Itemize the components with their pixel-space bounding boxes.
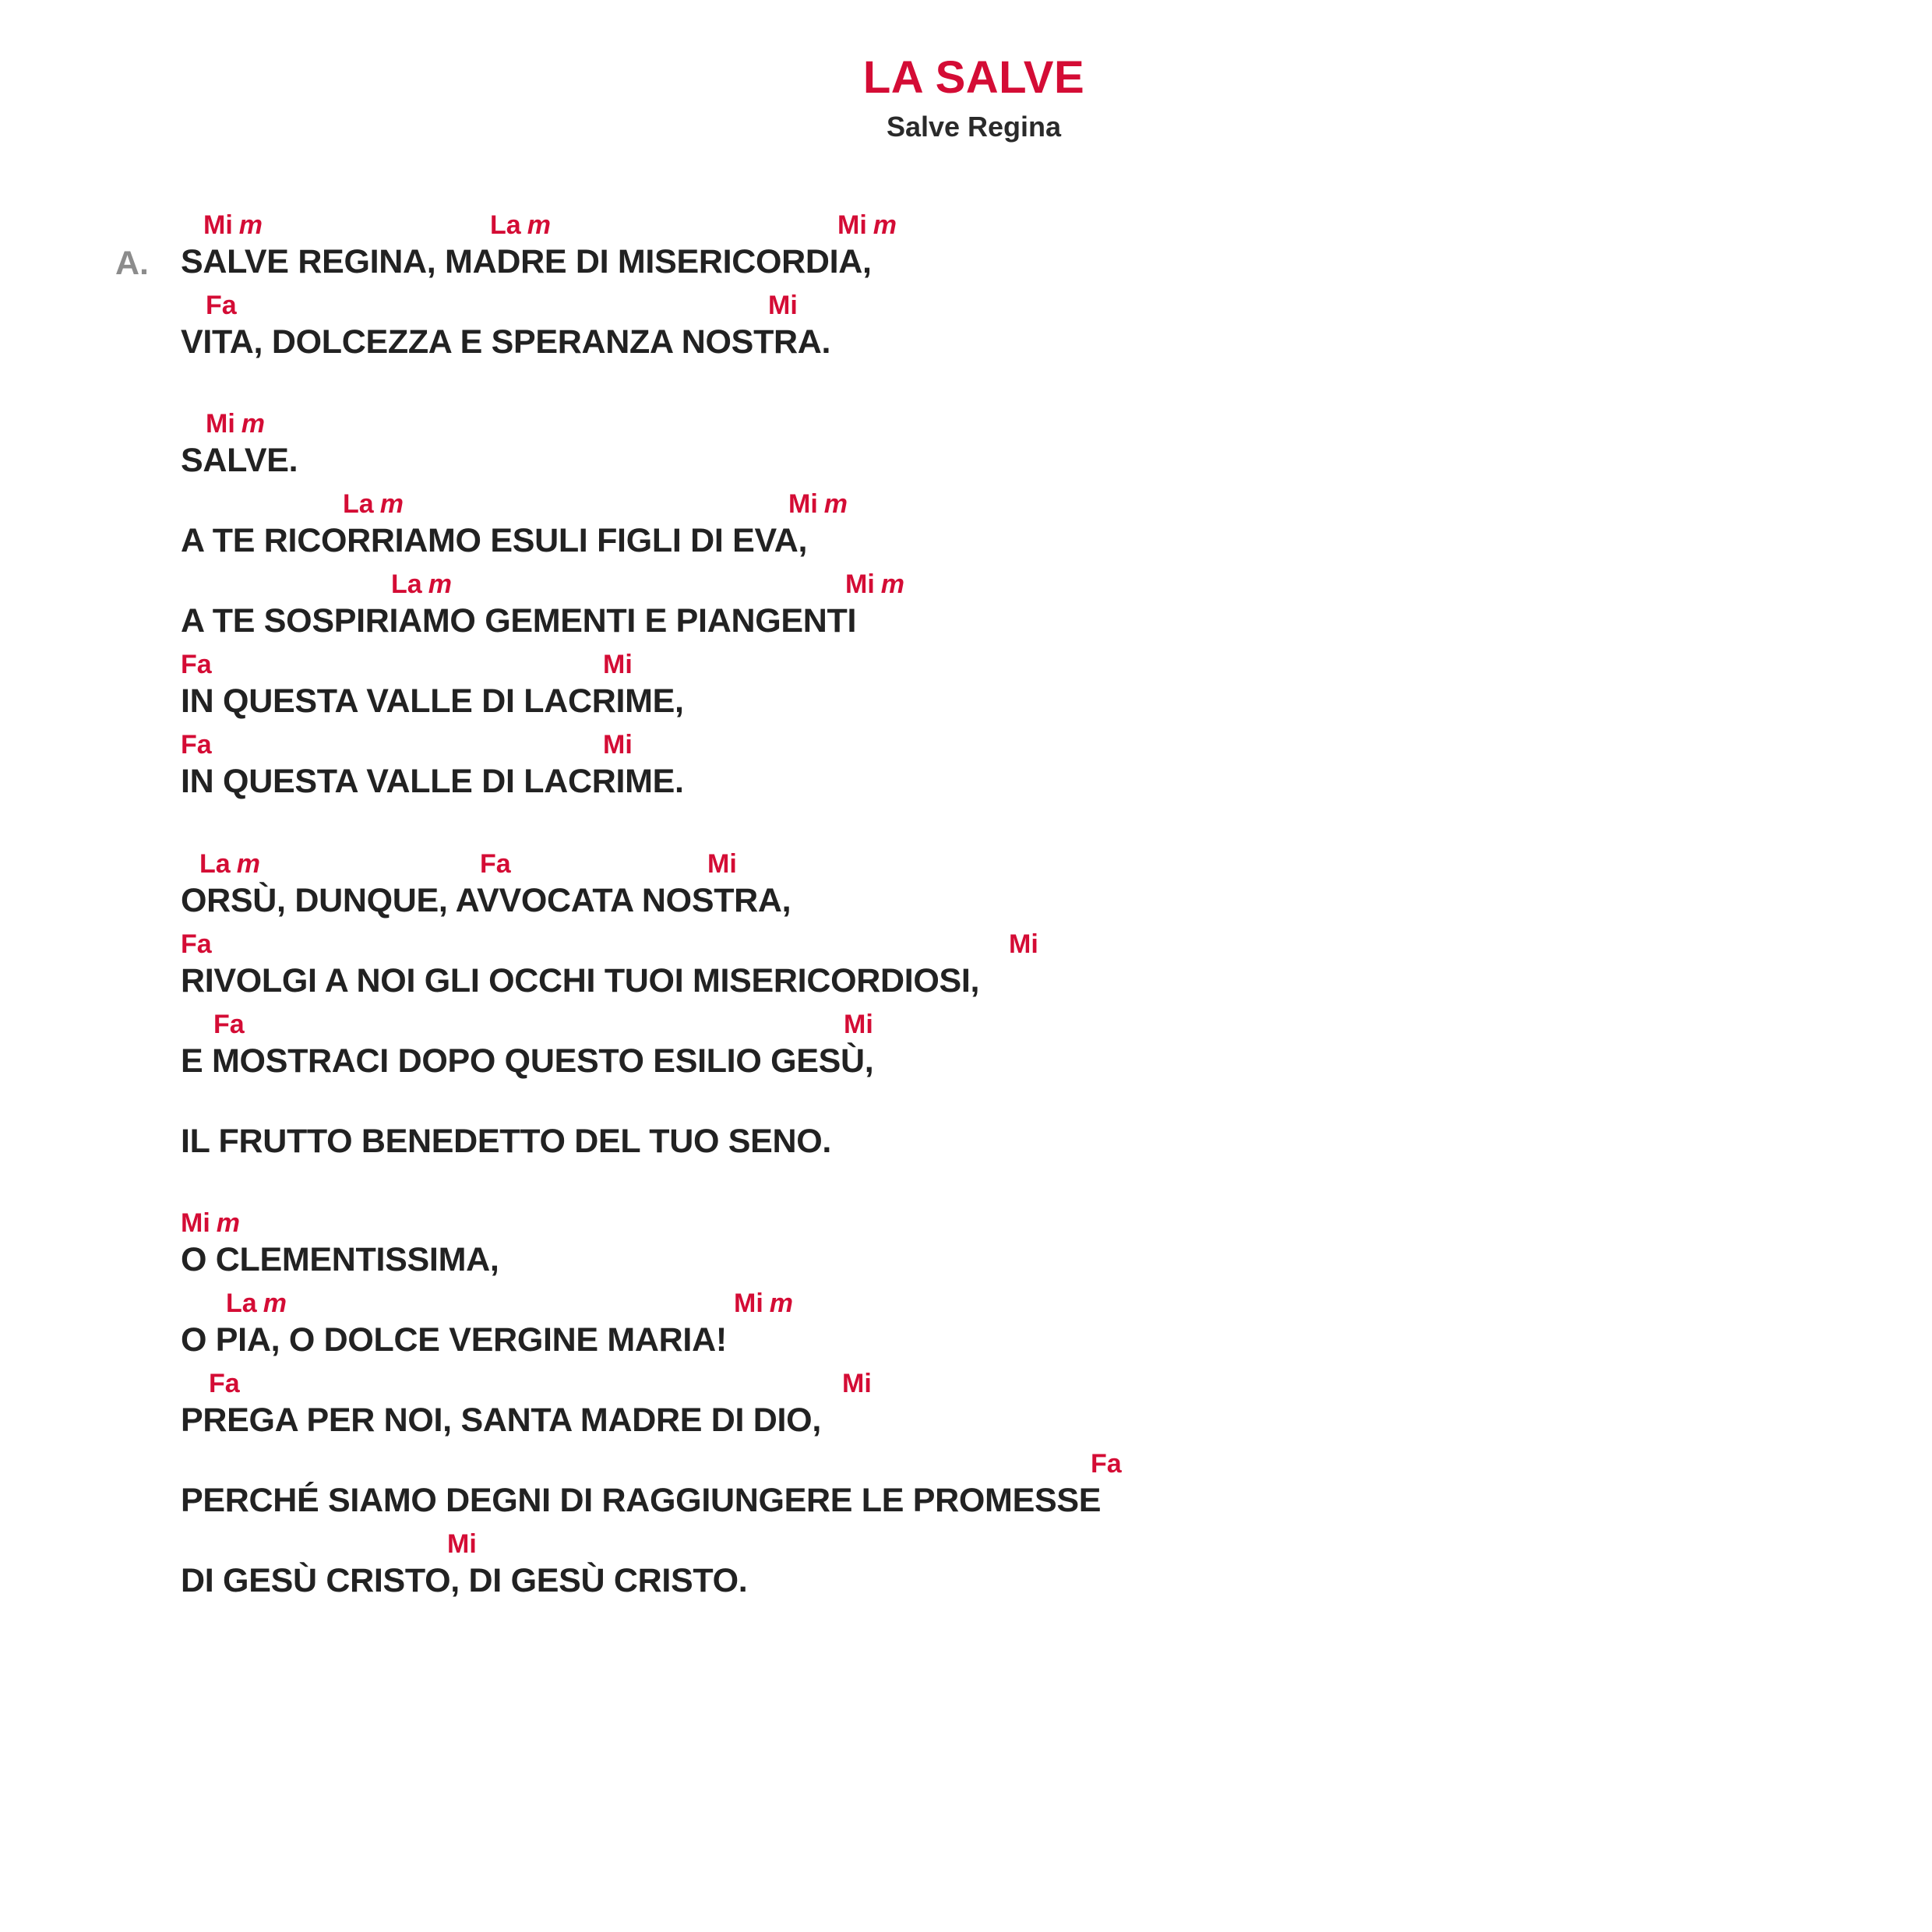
lyric-line: E MOSTRACI DOPO QUESTO ESILIO GESÙ, <box>181 1042 874 1080</box>
chord-mi-minor: Mi m <box>181 1208 241 1238</box>
chord-mi: Mi <box>447 1529 477 1559</box>
chord-mi: Mi <box>603 650 633 679</box>
chord-fa: Fa <box>213 1010 245 1039</box>
lyric-line: A TE RICORRIAMO ESULI FIGLI DI EVA, <box>181 522 808 559</box>
chord-mi-minor: Mi m <box>837 210 897 240</box>
chord-mi-minor: Mi m <box>845 569 905 599</box>
chord-fa: Fa <box>206 291 237 320</box>
chord-mi-minor: Mi m <box>203 210 263 240</box>
lyric-line: ORSÙ, DUNQUE, AVVOCATA NOSTRA, <box>181 882 791 919</box>
chord-la-minor: La m <box>391 569 452 599</box>
chord-fa: Fa <box>209 1369 240 1398</box>
lyric-line: RIVOLGI A NOI GLI OCCHI TUOI MISERICORDIOSI, <box>181 962 980 999</box>
lyric-line: PREGA PER NOI, SANTA MADRE DI DIO, <box>181 1401 821 1439</box>
lyric-line: SALVE REGINA, MADRE DI MISERICORDIA, <box>181 243 872 280</box>
chord-mi: Mi <box>842 1369 872 1398</box>
chord-mi: Mi <box>1009 929 1038 959</box>
section-marker: A. <box>115 245 149 282</box>
chord-fa: Fa <box>480 849 511 879</box>
chord-mi: Mi <box>603 730 633 760</box>
lyric-line: PERCHÉ SIAMO DEGNI DI RAGGIUNGERE LE PROMESSE <box>181 1482 1102 1519</box>
chord-mi: Mi <box>707 849 737 879</box>
chord-la-minor: La m <box>199 849 260 879</box>
chord-mi: Mi <box>768 291 798 320</box>
lyric-line: O PIA, O DOLCE VERGINE MARIA! <box>181 1321 727 1359</box>
lyric-line: IL FRUTTO BENEDETTO DEL TUO SENO. <box>181 1123 832 1160</box>
chord-fa: Fa <box>181 650 212 679</box>
lyric-line: VITA, DOLCEZZA E SPERANZA NOSTRA. <box>181 323 831 361</box>
chord-mi-minor: Mi m <box>206 409 266 439</box>
lyric-line: DI GESÙ CRISTO, DI GESÙ CRISTO. <box>181 1562 748 1599</box>
chord-fa: Fa <box>181 929 212 959</box>
lyric-line: IN QUESTA VALLE DI LACRIME. <box>181 763 684 800</box>
lyric-line: SALVE. <box>181 442 298 479</box>
lyric-line: O CLEMENTISSIMA, <box>181 1241 499 1278</box>
chord-la-minor: La m <box>226 1289 287 1318</box>
chord-mi-minor: Mi m <box>788 489 848 519</box>
chord-fa: Fa <box>1091 1449 1122 1479</box>
song-title: LA SALVE <box>862 52 1085 103</box>
song-subtitle: Salve Regina <box>886 111 1062 143</box>
lyric-line: IN QUESTA VALLE DI LACRIME, <box>181 682 684 720</box>
lyric-line: A TE SOSPIRIAMO GEMENTI E PIANGENTI <box>181 602 857 640</box>
chord-mi-minor: Mi m <box>734 1289 794 1318</box>
chord-fa: Fa <box>181 730 212 760</box>
chord-mi: Mi <box>844 1010 873 1039</box>
chord-la-minor: La m <box>343 489 404 519</box>
chord-la-minor: La m <box>490 210 551 240</box>
